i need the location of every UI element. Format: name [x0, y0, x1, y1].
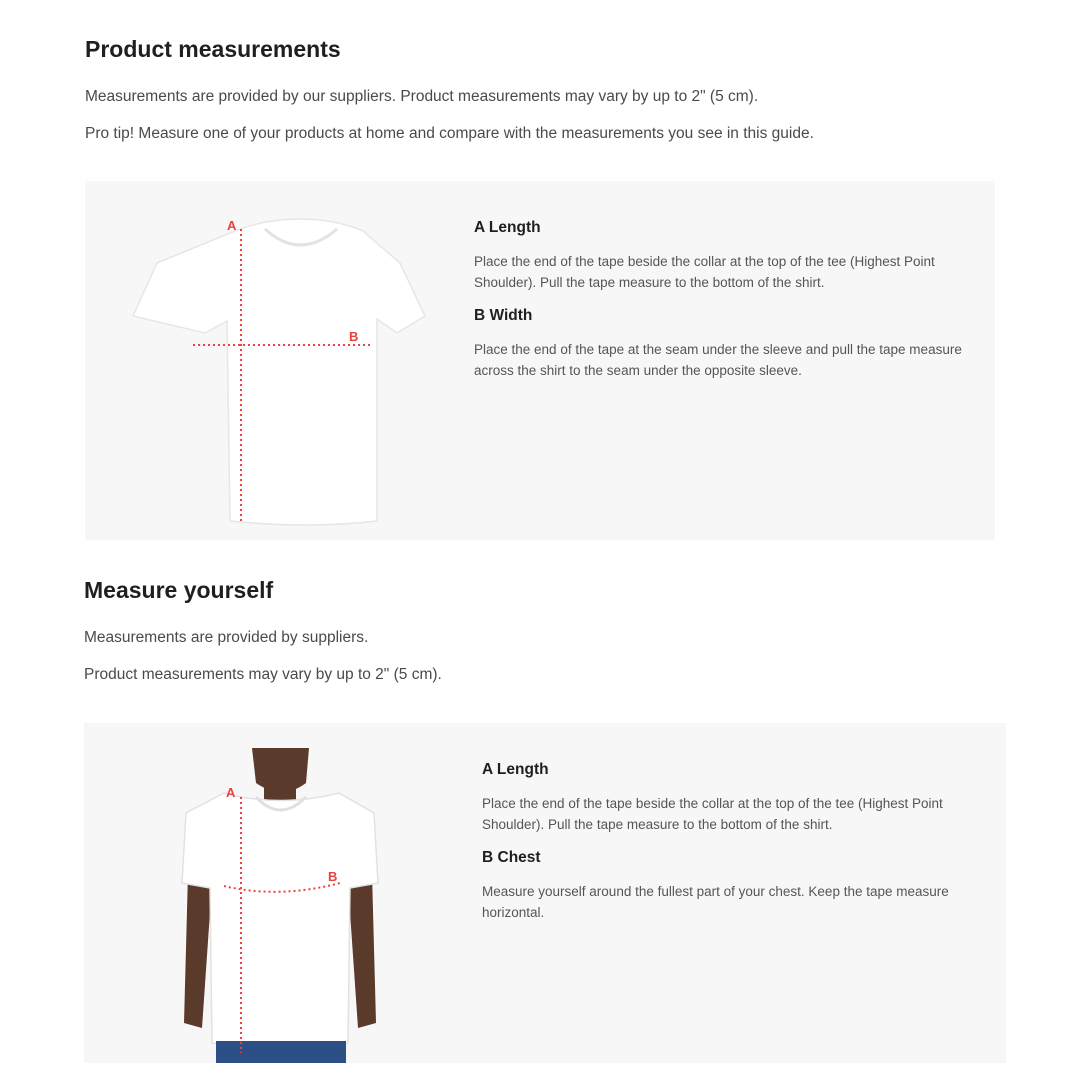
label-a: A [227, 218, 237, 233]
item-chest-title: B Chest [482, 849, 541, 866]
item-length-body: Place the end of the tape beside the collar at the top of the tee (Highest Point Shoulder). Pull the tape measure to the bottom of the shirt. [474, 254, 935, 290]
tshirt-shape [133, 219, 425, 525]
measure-yourself-text [482, 761, 972, 937]
item-chest-body: Measure yourself around the fullest part of your chest. Keep the tape measure horizontal. [482, 884, 949, 920]
product-measurements-tip: Pro tip! Measure one of your products at home and compare with the measurements you see in this guide. [85, 125, 814, 142]
label-b: B [349, 329, 359, 344]
model-wearing-tshirt-diagram [164, 723, 424, 1063]
item-length-title: A Length [482, 761, 549, 778]
item-length-title: A Length [474, 219, 541, 236]
product-measurements-title: Product measurements [85, 36, 341, 62]
product-measurements-note: Measurements are provided by our suppliers. Product measurements may vary by up to 2" (5 cm). [85, 88, 759, 105]
measure-yourself-variance: Product measurements may vary by up to 2" (5 cm). [84, 666, 442, 683]
product-measurements-text [474, 219, 964, 395]
model-right-arm [348, 873, 376, 1028]
label-b: B [328, 869, 338, 884]
item-width-title: B Width [474, 307, 533, 324]
item-width-body: Place the end of the tape at the seam under the sleeve and pull the tape measure across the shirt to the seam under the opposite sleeve. [474, 342, 962, 378]
label-a: A [226, 785, 236, 800]
model-left-arm [184, 873, 212, 1028]
product-measurements-panel [85, 181, 995, 540]
item-length-body: Place the end of the tape beside the collar at the top of the tee (Highest Point Shoulder). Pull the tape measure to the bottom of the shirt. [482, 796, 943, 832]
tshirt-flat-diagram [115, 201, 445, 541]
model-tshirt [182, 793, 378, 1048]
model-jeans [216, 1041, 346, 1063]
measure-yourself-panel [84, 723, 1006, 1063]
measure-yourself-note: Measurements are provided by suppliers. [84, 629, 369, 646]
measure-yourself-title: Measure yourself [84, 577, 274, 603]
